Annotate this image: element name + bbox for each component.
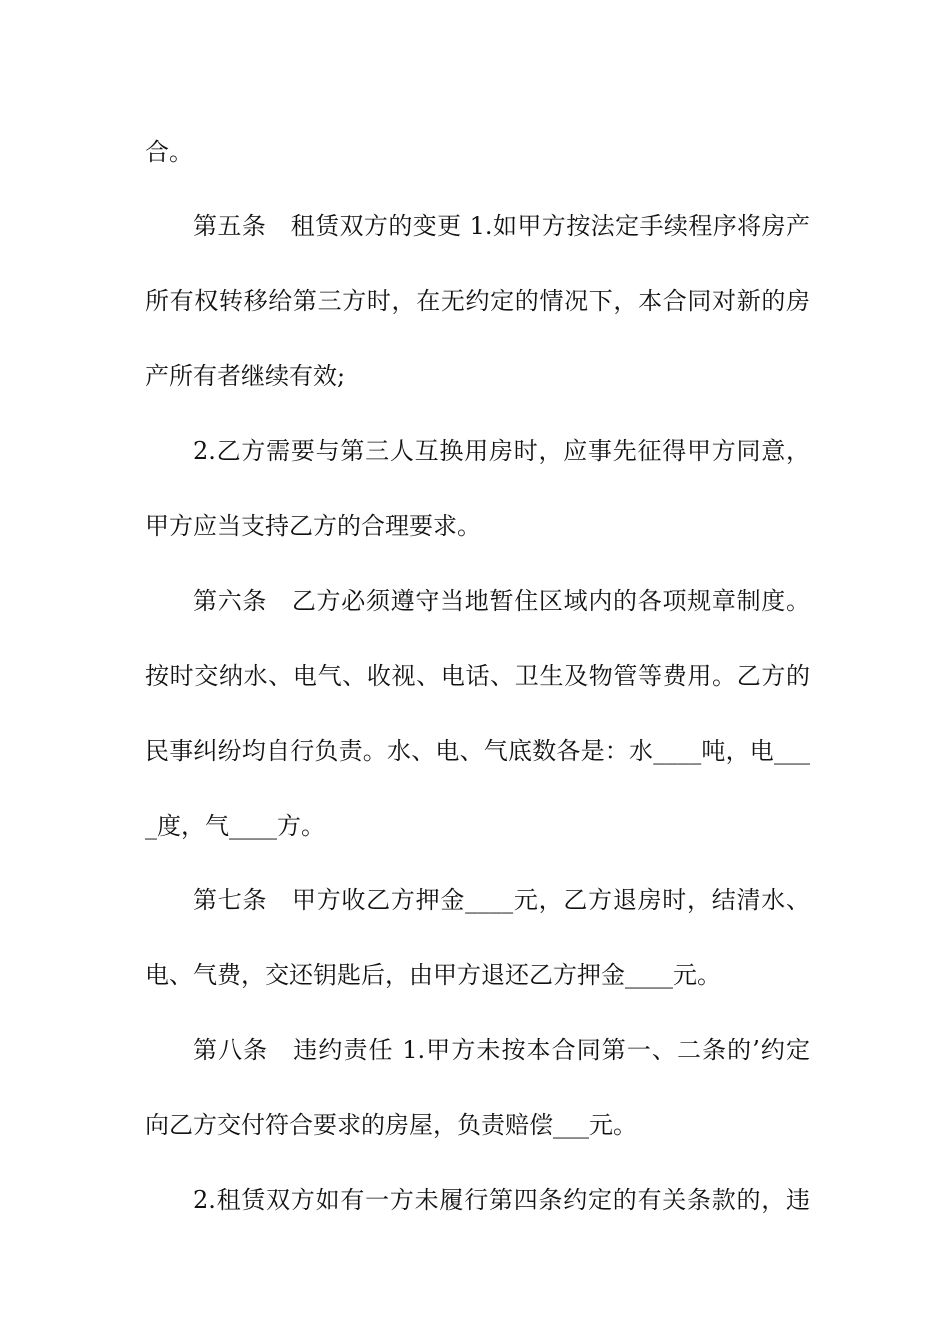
text-line: 所有权转移给第三方时，在无约定的情况下，本合同对新的房	[145, 287, 810, 315]
text-line: 产所有者继续有效;	[145, 362, 346, 390]
article-7-heading-line: 第七条 甲方收乙方押金____元，乙方退房时，结清水、	[193, 886, 810, 914]
text-line: 按时交纳水、电气、收视、电话、卫生及物管等费用。乙方的	[145, 662, 810, 690]
article-8-heading-line: 第八条 违约责任 1.甲方未按本合同第一、二条的’约定	[193, 1036, 810, 1064]
text-line: 2.租赁双方如有一方未履行第四条约定的有关条款的，违	[193, 1186, 810, 1214]
text-line: _度，气____方。	[145, 812, 325, 840]
text-line: 民事纠纷均自行负责。水、电、气底数各是：水____吨，电___	[145, 737, 810, 765]
text-line: 向乙方交付符合要求的房屋，负责赔偿___元。	[145, 1111, 637, 1139]
article-6-heading-line: 第六条 乙方必须遵守当地暂住区域内的各项规章制度。	[193, 587, 810, 615]
text-line: 电、气费，交还钥匙后，由甲方退还乙方押金____元。	[145, 961, 721, 989]
text-line: 2.乙方需要与第三人互换用房时，应事先征得甲方同意，	[193, 437, 810, 465]
article-5-heading-line: 第五条 租赁双方的变更 1.如甲方按法定手续程序将房产	[193, 212, 810, 240]
text-line: 合。	[145, 138, 193, 166]
text-line: 甲方应当支持乙方的合理要求。	[145, 512, 481, 540]
